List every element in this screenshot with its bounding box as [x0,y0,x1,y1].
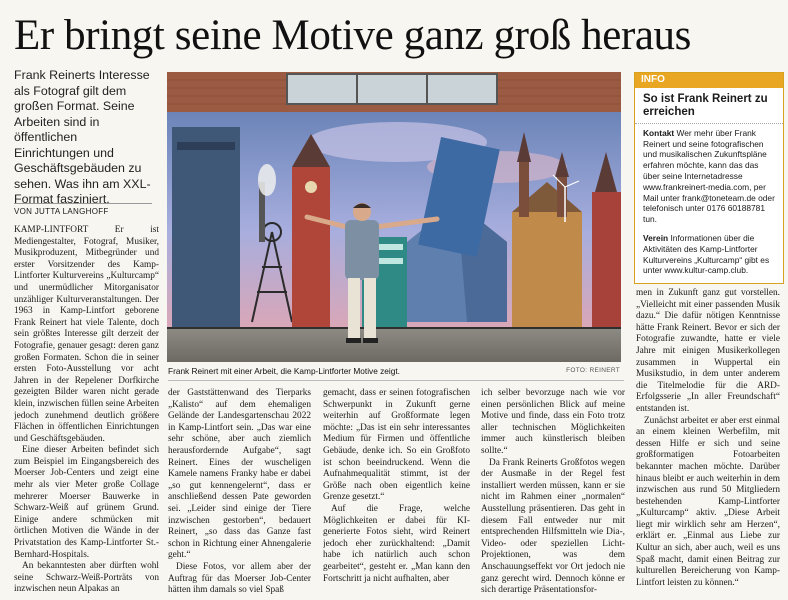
headline: Er bringt seine Motive ganz groß heraus [14,12,691,59]
article-column-4 [481,388,625,600]
paragraph: men in Zukunft ganz gut vorstellen. „Vielleicht mit einer passenden Musik dazu.“ Die dafür nötigen Kenntnisse hätte Frank Reinert. Bevor er sich der Fotografie zuwandte, hatte er viele Jahre mit einigen Musikerkollegen zusammen in Wuppertal ein Musikstudio, in dem unter anderem die Titelmelodie für die ARD-Erfolgsserie „In aller Freundschaft“ entstanden ist. [636,288,780,414]
caption-text: Frank Reinert mit einer Arbeit, die Kamp-Lintforter Motive zeigt. [168,366,400,376]
paragraph: Eine dieser Arbeiten befindet sich zum Beispiel im Eingangsbereich des Moerser Job-Centers und zeigt eine mehr als vier Meter große Collage mehrerer Moerser Bauwerke in Schwarz-Weiß auf grünem Grund. Einige andere schmücken mit örtlichen Motiven die Wände in der Privatstation des Kamp-Lintforter St.-Bernhard-Hospitals. [14,445,159,560]
info-kontakt-label: Kontakt [643,127,675,138]
paragraph: Da Frank Reinerts Großfotos wegen der Ausmaße in der Regel fest installiert werden müssen, kann er sie nicht im Rahmen einer „normalen“ Ausstellung präsentieren. Das geht in diesem Fall entweder nur mit entsprechenden Hilfsmitteln wie Dia-, Video- oder speziellen Licht-Projektionen, was dem Anschauungseffekt vor Ort jedoch nie ganz gerecht wird. Dennoch könne er sich derartige Präsentationsfor- [481,457,625,596]
paragraph: ich selber bevorzuge nach wie vor einen persönlichen Blick auf meine Motive und finde, dass ein Foto trotz aller technischen Möglichkeiten immer auch künstlerisch bleiben sollte.“ [481,388,625,456]
paragraph: An bekanntesten aber dürften wohl seine Schwarz-Weiß-Porträts von inzwischen neun Alpakas an [14,561,159,595]
article-column-3 [323,388,470,600]
lead-paragraph: Frank Reinerts Interesse als Fotograf gilt dem großen Format. Seine Arbeiten sind in öffentlichen Einrichtungen und Geschäftsgebäuden zu sehen. Was ihn am XXL-Format fasziniert. [14,68,151,206]
paragraph: KAMP-LINTFORT Er ist Mediengestalter, Fotograf, Musiker, Musikproduzent, Mitbegründer und erster Vorsitzender des Kamp-Lintforter Kulturvereins „Kulturcamp“ und unermüdlicher Mitorganisator unzähliger Kulturveranstaltungen. Der 1963 in Kamp-Lintfort geborene Frank Reinert hat viele Talente, doch sein größtes Interesse gilt derzeit der Fotografie, genauer gesagt: deren ganz großen Formaten. Schon die in seiner ersten Foto-Ausstellung vor acht Jahren in der Repelener Dorfkirche gezeigten Bilder waren nicht gerade klein, inzwischen füllen seine Arbeiten jedoch zunehmend deutlich größere Flächen in öffentlichen Einrichtungen und Geschäftsgebäuden. [14,225,159,444]
article-column-1 [14,225,159,600]
article-photo [167,72,621,362]
info-verein [643,233,775,276]
info-verein-text: Informationen über die Aktivitäten des Kamp-Lintforter Kulturvereins „Kulturcamp“ gibt es unter www.kultur-camp.club. [643,232,770,276]
paragraph: gemacht, dass er seinen fotografischen Schwerpunkt in Zukunft gerne weiterhin auf Großformate legen möchte: „Das ist ein sehr interessantes Medium für Firmen und öffentliche Gebäude, denke ich. So ein Großfoto ist schon beeindruckend. Wenn die Aufnahmequalität stimmt, ist der Größe nach oben eigentlich keine Grenze gesetzt.“ [323,388,470,503]
photo-credit: FOTO: REINERT [566,367,620,374]
info-kontakt [643,128,775,225]
byline: VON JUTTA LANGHOFF [14,203,152,216]
info-kontakt-text: Wer mehr über Frank Reinert und seine fotografischen und musikalischen Zukunftspläne erfahren möchte, kann das das über seine Internetadresse www.frankreinert-media.com, per Mail unter frank@toneteam.de oder telefonisch unter 0176 60188781 tun. [643,127,775,225]
photo-caption [168,366,624,381]
paragraph: der Gaststättenwand des Tierparks „Kalisto“ auf dem ehemaligen Gelände der Landesgartenschau 2022 in Kamp-Lintfort sein. „Das war eine sehr schöne, aber auch ziemlich herausfordernde Aufgabe“, sagt Reinert. Eines der wuscheligen Kamele namens Franky habe er dabei „so gut kennengelernt“, dass er anschließend dessen Pate geworden sei. „Leider sind einige der Tiere inzwischen gestorben“, bedauert Reinert, „so dass das Ganze fast schon in Richtung einer Ahnengalerie geht.“ [168,388,311,561]
paragraph: Diese Fotos, vor allem aber der Auftrag für das Moerser Job-Center hätten ihm damals so viel Spaß [168,561,311,596]
article-column-5 [636,288,780,600]
article-column-2 [168,388,311,600]
info-verein-label: Verein [643,232,669,243]
paragraph: Auf die Frage, welche Möglichkeiten er dabei für KI-generierte Fotos sieht, wird Reinert jedoch eher zurückhaltend: „Damit habe ich natürlich auch schon gearbeitet“, gesteht er. „Man kann den Fortschritt ja nicht aufhalten, aber [323,503,470,584]
info-title: So ist Frank Reinert zu erreichen [635,88,783,124]
photo-illustration [167,72,621,362]
info-tag: INFO [635,73,783,88]
paragraph: Zunächst arbeitet er aber erst einmal an einem kleinen Werbefilm, mit dessen Hilfe er sich und seine großformatigen Fotoarbeiten bekannter machen möchte. Darüber hinaus bleibt er auch weiterhin in dem inzwischen aus rund 50 Mitgliedern bestehenden Kamp-Lintforter „Kulturcamp“ aktiv. „Diese Arbeit liegt mir wirklich sehr am Herzen“, erklärt er. „Einmal aus Liebe zur Kultur an sich, aber auch, weil es uns Spaß macht, damit einen Beitrag zur kulturellen Bereicherung von Kamp-Lintfort leisten zu können.“ [636,415,780,588]
info-box [634,72,784,284]
